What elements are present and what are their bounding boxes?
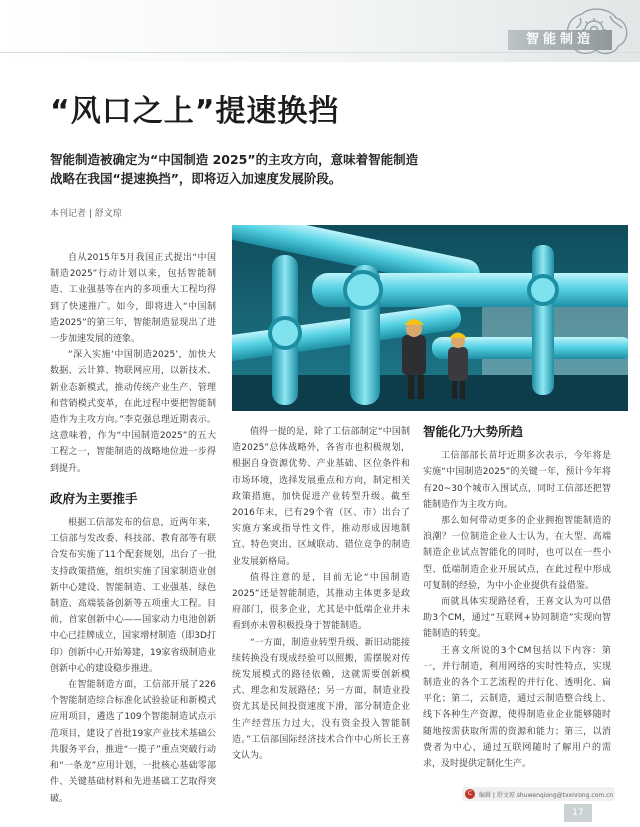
magazine-logo-icon: C (465, 789, 475, 799)
article-column-2 (232, 424, 410, 764)
article-column-1 (50, 250, 216, 807)
article-title: “风口之上”提速换挡 (50, 94, 340, 129)
paragraph: 工信部部长苗圩近期多次表示，今年将是实施“中国制造2025”的关键一年，预计今年将有20~30个城市入围试点，同时工信部还把智能制造作为主攻方向。 (423, 451, 611, 510)
editor-email: 编辑 | 舒文琼 shuwenqiong@txxnrong.com.cn (479, 791, 614, 799)
section-heading: 政府为主要推手 (50, 490, 138, 506)
paragraph: 王喜文所说的3个CM包括以下内容：第一，并行制造，利用网络的实时性特点，实现制造业的各个工艺流程的并行化、透明化、扁平化；第二，云制造，通过云制造整合线上、线下各种生产资源，使得制造业企业能够随时随地按需获取所需的资源和能力；第三，以消费者为中心，通过互联网随时了解用户的需求，及时提供定制化生产。 (423, 645, 611, 770)
paragraph: 值得注意的是，目前无论“中国制造2025”还是智能制造，其推动主体更多是政府部门，很多企业，尤其是中低端企业并未看到亦未曾积极投身于智能制造。 (232, 572, 410, 632)
paragraph: 自从2015年5月我国正式提出“中国制造2025”行动计划以来，包括智能制造、工业强基等在内的多项重大工程均得到了快速推广。如今，即将进入“中国制造2025”的第三年，智能制造显现出了进一步加速发展的迹象。 (50, 253, 216, 345)
page-number: 17 (564, 804, 592, 822)
section-tag: 智能制造 (508, 30, 612, 50)
paragraph: “深入实施‘中国制造2025’，加快大数据、云计算、物联网应用，以新技术、新业态新模式，推动传统产业生产、管理和营销模式变革，在此过程中要把智能制造作为主攻方向。”李克强总理近期表示。这意味着，作为“中国制造2025”的五大工程之一，智能制造的战略地位进一步得到提升。 (50, 350, 216, 474)
header-rule (0, 52, 640, 53)
paragraph: 值得一提的是，除了工信部制定“中国制造2025”总体战略外，各省市也积极规划，根据自身资源优势、产业基础、区位条件和市场环境，选择发展重点和方向，制定相关政策措施，加快促进产业转型升级。截至2016年末，已有29个省（区、市）出台了实施方案或指导性文件，推动形成因地制宜、特色突出、区域联动、错位竞争的制造业发展新格局。 (232, 427, 410, 567)
industrial-pipes-illustration (232, 225, 628, 411)
article-byline: 本刊记者 | 舒文琼 (50, 209, 122, 219)
paragraph: 根据工信部发布的信息，近两年来，工信部与发改委、科技部、教育部等有联合发布实施了11个配套规划，出台了一批支持政策措施，组织实施了国家制造业创新中心建设、智能制造、工业强基、绿色制造、高端装备创新等五项重大工程。目前，首家创新中心——国家动力电池创新中心已挂牌成立，国家增材制造（即3D打印）创新中心开始筹建，19家省级制造业创新中心的建设稳步推进。 (50, 518, 216, 674)
paragraph: 那么如何带动更多的企业拥抱智能制造的浪潮？一位制造企业人士认为，在大型、高端制造企业试点智能化的同时，也可以在一些小型、低端制造企业开展试点，在此过程中形成可复制的经验，为中小企业提供有益借鉴。 (423, 516, 611, 591)
article-column-3 (423, 424, 611, 772)
editor-contact (462, 787, 615, 801)
paragraph: “一方面，制造业转型升级、新旧动能接续转换没有现成经验可以照搬，需摆脱对传统发展模式的路径依赖，这就需要创新模式、理念和发展路径；另一方面，制造业投资尤其是民间投资速度下滑，部分制造企业生产经营压力过大，没有资金投入智能制造。”工信部国际经济技术合作中心所长王喜文认为。 (232, 637, 410, 762)
article-lede: 智能制造被确定为“中国制造 2025”的主攻方向，意味着智能制造战略在我国“提速换挡”，即将迈入加速度发展阶段。 (50, 152, 419, 186)
section-heading: 智能化乃大势所趋 (423, 424, 524, 439)
paragraph: 而就具体实现路径看，王喜文认为可以借助3个CM，通过“互联网+协同制造”实现向智能制造的转变。 (423, 597, 611, 640)
factory-photo (232, 225, 628, 411)
paragraph: 在智能制造方面，工信部开展了226个智能制造综合标准化试验验证和新模式应用项目，遴选了109个智能制造试点示范项目，建设了首批19家产业技术基础公共服务平台，推进“一揽子”重点突破行动和“一条龙”应用计划，一批核心基础零部件、关键基础材料和先进基础工艺取得突破。 (50, 680, 216, 804)
